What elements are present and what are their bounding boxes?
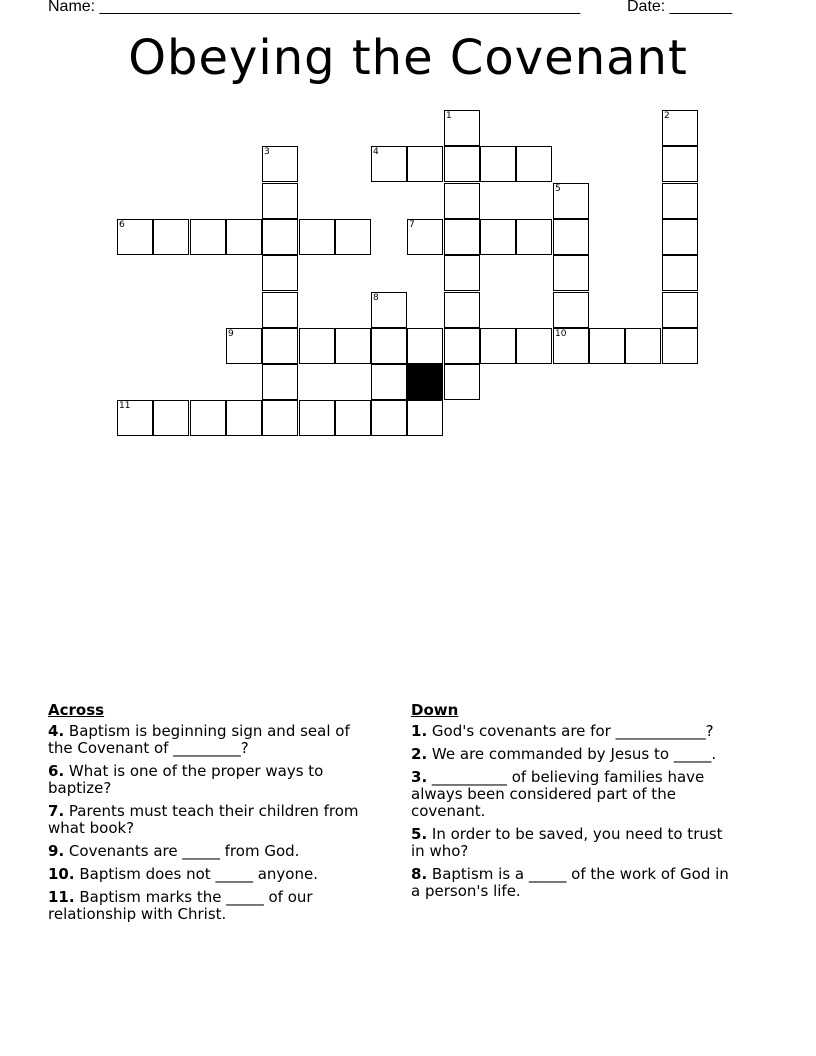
grid-cell[interactable]: [407, 400, 443, 436]
grid-cell[interactable]: [553, 255, 589, 291]
grid-cell[interactable]: [153, 219, 189, 255]
cell-number: 2: [664, 111, 670, 121]
across-heading: Across: [48, 701, 105, 719]
cell-number: 7: [409, 220, 415, 230]
clue-text: Baptism is beginning sign and seal of the Covenant of _________?: [48, 722, 350, 757]
grid-cell[interactable]: [262, 364, 298, 400]
clue-down-5: 5. In order to be saved, you need to trust in who?: [411, 825, 723, 860]
grid-cell[interactable]: [516, 219, 552, 255]
clue-number: 9: [48, 842, 59, 860]
grid-cell[interactable]: [371, 146, 407, 182]
cell-number: 11: [119, 401, 131, 411]
grid-cell[interactable]: [662, 292, 698, 328]
grid-cell[interactable]: [262, 292, 298, 328]
grid-cell[interactable]: [299, 328, 335, 364]
clue-text: __________ of believing families have always been considered part of the covenant.: [411, 768, 705, 820]
grid-cell[interactable]: [553, 328, 589, 364]
clue-text: God's covenants are for ____________?: [431, 722, 714, 740]
clue-text: Covenants are _____ from God.: [68, 842, 300, 860]
clue-number: 11: [48, 888, 69, 906]
date-field: Date: _______: [627, 0, 732, 15]
grid-cell[interactable]: [407, 328, 443, 364]
clue-number: 3: [411, 768, 422, 786]
cell-number: 3: [264, 147, 270, 157]
grid-cell[interactable]: [226, 328, 262, 364]
clue-down-8: 8. Baptism is a _____ of the work of God in a person's life.: [411, 865, 729, 900]
clue-number: 5: [411, 825, 422, 843]
clue-across-11: 11. Baptism marks the _____ of our relationship with Christ.: [48, 888, 313, 923]
grid-cell[interactable]: [371, 292, 407, 328]
grid-cell[interactable]: [662, 219, 698, 255]
cell-number: 6: [119, 220, 125, 230]
grid-cell[interactable]: [480, 328, 516, 364]
grid-cell[interactable]: [444, 146, 480, 182]
down-clues: [411, 702, 731, 906]
grid-cell[interactable]: [589, 328, 625, 364]
grid-cell[interactable]: [444, 292, 480, 328]
grid-cell[interactable]: [444, 219, 480, 255]
clue-across-9: 9. Covenants are _____ from God.: [48, 842, 300, 860]
grid-cell[interactable]: [662, 146, 698, 182]
clue-across-4: 4. Baptism is beginning sign and seal of the Covenant of _________?: [48, 722, 350, 757]
grid-cell[interactable]: [662, 183, 698, 219]
grid-cell[interactable]: [262, 219, 298, 255]
grid-cell[interactable]: [335, 219, 371, 255]
grid-cell[interactable]: [516, 146, 552, 182]
clue-number: 10: [48, 865, 69, 883]
grid-cell[interactable]: [190, 400, 226, 436]
clue-across-10: 10. Baptism does not _____ anyone.: [48, 865, 318, 883]
clue-down-2: 2. We are commanded by Jesus to _____.: [411, 745, 717, 763]
clue-down-1: 1. God's covenants are for ____________?: [411, 722, 714, 740]
clue-number: 7: [48, 802, 59, 820]
grid-cell[interactable]: [226, 400, 262, 436]
grid-cell[interactable]: [226, 219, 262, 255]
grid-cell[interactable]: [444, 255, 480, 291]
grid-cell[interactable]: [371, 400, 407, 436]
grid-cell[interactable]: [335, 328, 371, 364]
grid-cell[interactable]: [117, 219, 153, 255]
grid-cell[interactable]: [262, 146, 298, 182]
grid-cell[interactable]: [371, 364, 407, 400]
grid-cell[interactable]: [299, 219, 335, 255]
grid-cell[interactable]: [262, 328, 298, 364]
cell-number: 9: [228, 329, 234, 339]
cell-number: 1: [446, 111, 452, 121]
clue-number: 6: [48, 762, 59, 780]
grid-cell[interactable]: [553, 183, 589, 219]
grid-cell[interactable]: [480, 146, 516, 182]
grid-cell[interactable]: [407, 219, 443, 255]
grid-cell[interactable]: [625, 328, 661, 364]
grid-cell[interactable]: [262, 400, 298, 436]
clue-text: We are commanded by Jesus to _____.: [431, 745, 717, 763]
grid-cell[interactable]: [371, 328, 407, 364]
grid-cell[interactable]: [516, 328, 552, 364]
clue-across-7: 7. Parents must teach their children from what book?: [48, 802, 359, 837]
grid-cell[interactable]: [190, 219, 226, 255]
grid-cell[interactable]: [444, 364, 480, 400]
clue-text: What is one of the proper ways to baptize?: [48, 762, 324, 797]
clue-number: 2: [411, 745, 422, 763]
clue-text: Parents must teach their children from what book?: [48, 802, 359, 837]
grid-cell[interactable]: [662, 328, 698, 364]
grid-cell[interactable]: [553, 292, 589, 328]
grid-cell[interactable]: [262, 255, 298, 291]
clue-number: 1: [411, 722, 422, 740]
down-heading: Down: [411, 701, 459, 719]
across-clues: [48, 702, 368, 929]
cell-number: 10: [555, 329, 567, 339]
cell-number: 5: [555, 184, 561, 194]
clue-across-6: 6. What is one of the proper ways to baptize?: [48, 762, 324, 797]
clue-down-3: 3. __________ of believing families have always been considered part of the covenant.: [411, 768, 705, 820]
grid-cell[interactable]: [153, 400, 189, 436]
grid-cell[interactable]: [407, 146, 443, 182]
name-field: Name: ______________________________________________________: [48, 0, 581, 15]
grid-cell[interactable]: [299, 400, 335, 436]
grid-cell[interactable]: [553, 219, 589, 255]
grid-cell[interactable]: [480, 219, 516, 255]
grid-cell[interactable]: [262, 183, 298, 219]
page-title: Obeying the Covenant: [128, 30, 688, 86]
grid-cell[interactable]: [444, 328, 480, 364]
clue-text: Baptism does not _____ anyone.: [79, 865, 318, 883]
grid-cell[interactable]: [662, 110, 698, 146]
grid-cell[interactable]: [335, 400, 371, 436]
clue-number: 4: [48, 722, 59, 740]
clue-text: Baptism marks the _____ of our relationship with Christ.: [48, 888, 313, 923]
grid-cell[interactable]: [444, 110, 480, 146]
grid-cell[interactable]: [662, 255, 698, 291]
cell-number: 8: [373, 293, 379, 303]
clue-text: In order to be saved, you need to trust in who?: [411, 825, 723, 860]
clue-text: Baptism is a _____ of the work of God in a person's life.: [411, 865, 729, 900]
clue-number: 8: [411, 865, 422, 883]
grid-black-cell: [407, 364, 443, 400]
cell-number: 4: [373, 147, 379, 157]
grid-cell[interactable]: [444, 183, 480, 219]
grid-cell[interactable]: [117, 400, 153, 436]
